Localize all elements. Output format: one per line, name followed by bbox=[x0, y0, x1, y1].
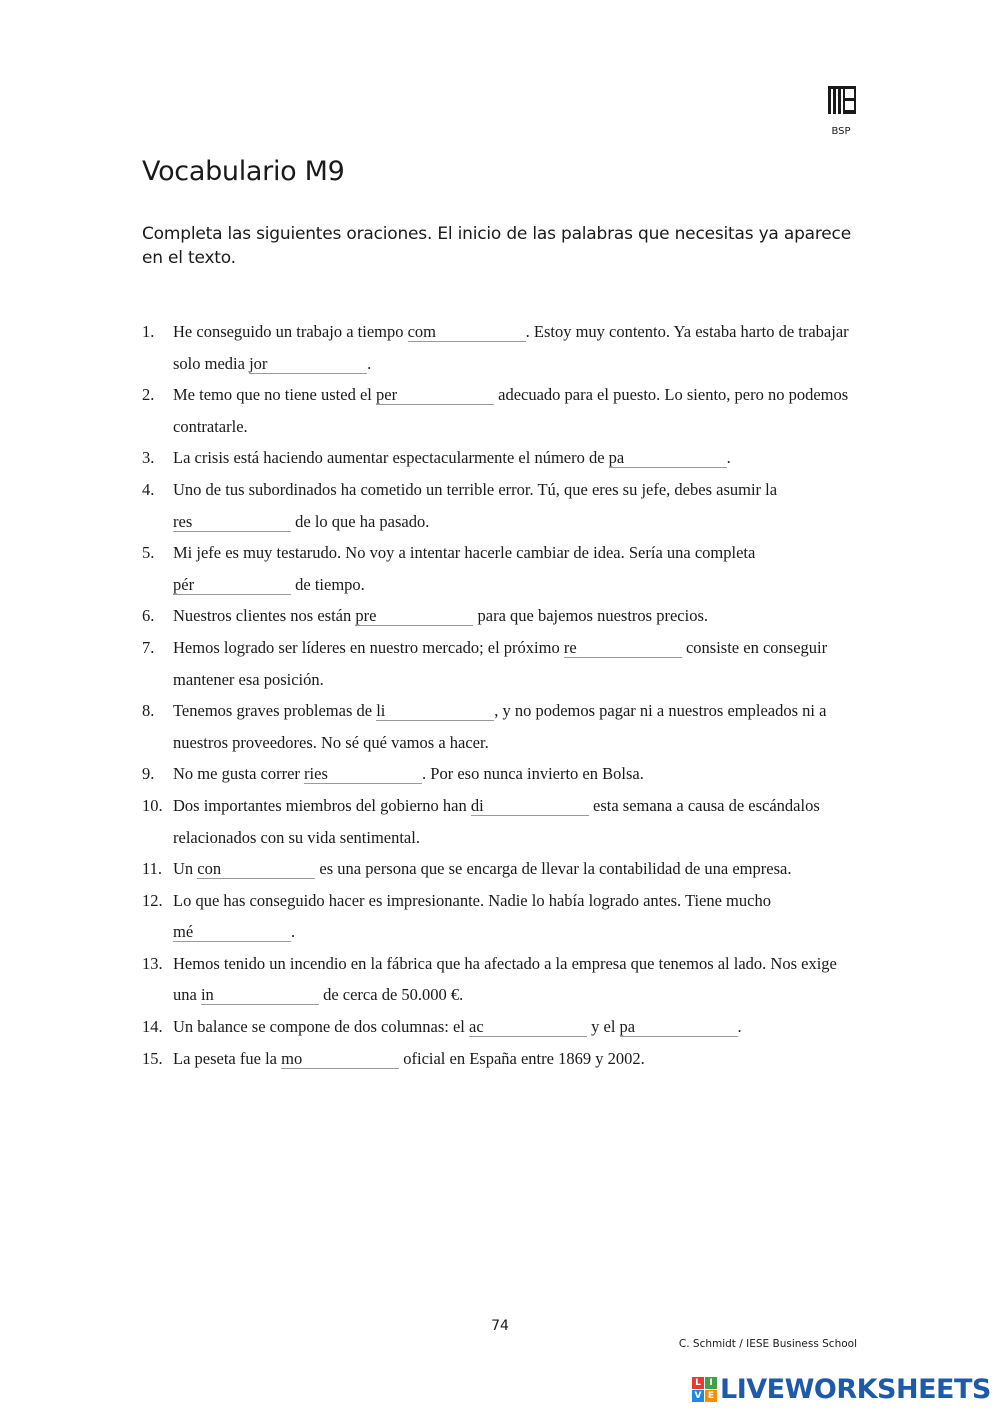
exercise-number: 2. bbox=[142, 385, 155, 405]
page-title: Vocabulario M9 bbox=[142, 156, 345, 187]
exercise-number: 4. bbox=[142, 479, 155, 499]
answer-blank[interactable]: li bbox=[376, 701, 494, 721]
sentence-text: Hemos logrado ser líderes en nuestro mercado; el próximo bbox=[173, 637, 564, 657]
answer-blank[interactable]: re bbox=[564, 638, 682, 658]
sentence-text: , y no podemos pagar ni a nuestros empleados ni a nuestros proveedores. No sé qué vamos a hacer. bbox=[173, 701, 827, 752]
exercise-item bbox=[142, 316, 862, 379]
sentence-text: de tiempo. bbox=[291, 574, 365, 594]
sentence-text: He conseguido un trabajo a tiempo bbox=[173, 322, 408, 341]
answer-blank[interactable]: res bbox=[173, 512, 291, 532]
exercise-item bbox=[142, 758, 862, 790]
exercise-number: 11. bbox=[142, 859, 163, 879]
sentence-text: . Estoy muy contento. Ya estaba harto de trabajar solo media bbox=[173, 322, 849, 373]
exercise-list bbox=[142, 316, 862, 1074]
sentence-text: de lo que ha pasado. bbox=[291, 511, 430, 531]
bsp-shield-logo-icon bbox=[826, 84, 858, 116]
answer-blank[interactable]: pa bbox=[609, 448, 727, 468]
sentence-text: Un bbox=[173, 859, 198, 879]
answer-blank[interactable]: mo bbox=[281, 1049, 399, 1069]
exercise-item bbox=[142, 885, 862, 948]
sentence-text: Hemos tenido un incendio en la fábrica que ha afectado a la empresa que tenemos al lado. Nos exige una bbox=[173, 953, 837, 1005]
exercise-item bbox=[142, 790, 862, 853]
exercise-number: 7. bbox=[142, 637, 155, 657]
sentence-text: de cerca de 50.000 €. bbox=[318, 985, 464, 1005]
exercise-number: 3. bbox=[142, 448, 155, 468]
exercise-number: 9. bbox=[142, 764, 155, 784]
sentence-text: Uno de tus subordinados ha cometido un terrible error. Tú, que eres su jefe, debes asumir la bbox=[173, 479, 778, 499]
exercise-item bbox=[142, 1011, 862, 1043]
answer-blank[interactable]: jor bbox=[249, 354, 367, 374]
exercise-item bbox=[142, 537, 862, 600]
liveworksheets-badge-icon bbox=[692, 1377, 717, 1402]
exercise-number: 13. bbox=[142, 953, 163, 973]
answer-blank[interactable]: per bbox=[376, 385, 494, 405]
page-number: 74 bbox=[491, 1318, 509, 1334]
answer-blank[interactable]: di bbox=[471, 796, 589, 816]
exercise-number: 5. bbox=[142, 543, 155, 563]
sentence-text: . bbox=[737, 1017, 742, 1037]
logo-label: BSP bbox=[831, 126, 851, 137]
sentence-text: y el bbox=[587, 1017, 620, 1037]
sentence-text: Un balance se compone de dos columnas: el bbox=[173, 1017, 469, 1037]
answer-blank[interactable]: com bbox=[408, 322, 526, 342]
sentence-text: para que bajemos nuestros precios. bbox=[473, 606, 708, 626]
sentence-text: adecuado para el puesto. Lo siento, pero no podemos contratarle. bbox=[173, 385, 849, 436]
exercise-number: 12. bbox=[142, 890, 163, 910]
exercise-number: 1. bbox=[142, 322, 155, 341]
exercise-item bbox=[142, 1043, 862, 1075]
sentence-text: . bbox=[291, 922, 296, 942]
sentence-text: . bbox=[367, 353, 372, 373]
sentence-text: es una persona que se encarga de llevar la contabilidad de una empresa. bbox=[315, 859, 792, 879]
badge-letter: I bbox=[705, 1377, 717, 1389]
sentence-text: Tenemos graves problemas de bbox=[173, 701, 377, 721]
answer-blank[interactable]: pa bbox=[620, 1017, 738, 1037]
answer-blank[interactable]: con bbox=[197, 859, 315, 879]
sentence-text: esta semana a causa de escándalos relacionados con su vida sentimental. bbox=[173, 795, 820, 847]
sentence-text: Dos importantes miembros del gobierno han bbox=[173, 795, 471, 815]
sentence-text: No me gusta correr bbox=[173, 764, 305, 784]
answer-blank[interactable]: pér bbox=[173, 575, 291, 595]
exercise-number: 10. bbox=[142, 795, 163, 815]
sentence-text: Mi jefe es muy testarudo. No voy a intentar hacerle cambiar de idea. Sería una completa bbox=[173, 543, 756, 563]
exercise-item bbox=[142, 600, 862, 632]
credit-line: C. Schmidt / IESE Business School bbox=[678, 1338, 857, 1350]
exercise-item bbox=[142, 474, 862, 537]
sentence-text: . bbox=[726, 448, 731, 468]
exercise-item bbox=[142, 632, 862, 695]
exercise-item bbox=[142, 379, 862, 442]
exercise-number: 6. bbox=[142, 606, 155, 626]
sentence-text: La crisis está haciendo aumentar espectacularmente el número de bbox=[173, 448, 609, 468]
answer-blank[interactable]: pre bbox=[355, 606, 473, 626]
liveworksheets-brand bbox=[692, 1372, 991, 1406]
exercise-number: 8. bbox=[142, 701, 155, 721]
exercise-item bbox=[142, 948, 862, 1011]
badge-letter: E bbox=[705, 1390, 717, 1402]
liveworksheets-wordmark: LIVEWORKSHEETS bbox=[720, 1373, 991, 1405]
exercise-number: 15. bbox=[142, 1048, 163, 1068]
sentence-text: oficial en España entre 1869 y 2002. bbox=[399, 1048, 645, 1068]
exercise-number: 14. bbox=[142, 1017, 163, 1037]
exercise-item bbox=[142, 853, 862, 885]
answer-blank[interactable]: ries bbox=[304, 764, 422, 784]
badge-letter: L bbox=[692, 1377, 704, 1389]
exercise-item bbox=[142, 695, 862, 758]
exercise-item bbox=[142, 442, 862, 474]
answer-blank[interactable]: mé bbox=[173, 922, 291, 942]
sentence-text: . Por eso nunca invierto en Bolsa. bbox=[422, 764, 644, 784]
answer-blank[interactable]: ac bbox=[469, 1017, 587, 1037]
sentence-text: Nuestros clientes nos están bbox=[173, 606, 356, 626]
sentence-text: La peseta fue la bbox=[173, 1048, 282, 1068]
sentence-text: consiste en conseguir mantener esa posición. bbox=[173, 637, 828, 689]
answer-blank[interactable]: in bbox=[201, 985, 319, 1005]
sentence-text: Lo que has conseguido hacer es impresionante. Nadie lo había logrado antes. Tiene mucho bbox=[173, 890, 771, 910]
sentence-text: Me temo que no tiene usted el bbox=[173, 385, 376, 405]
instructions: Completa las siguientes oraciones. El inicio de las palabras que necesitas ya aparece en el texto. bbox=[142, 224, 851, 268]
badge-letter: V bbox=[692, 1390, 704, 1402]
